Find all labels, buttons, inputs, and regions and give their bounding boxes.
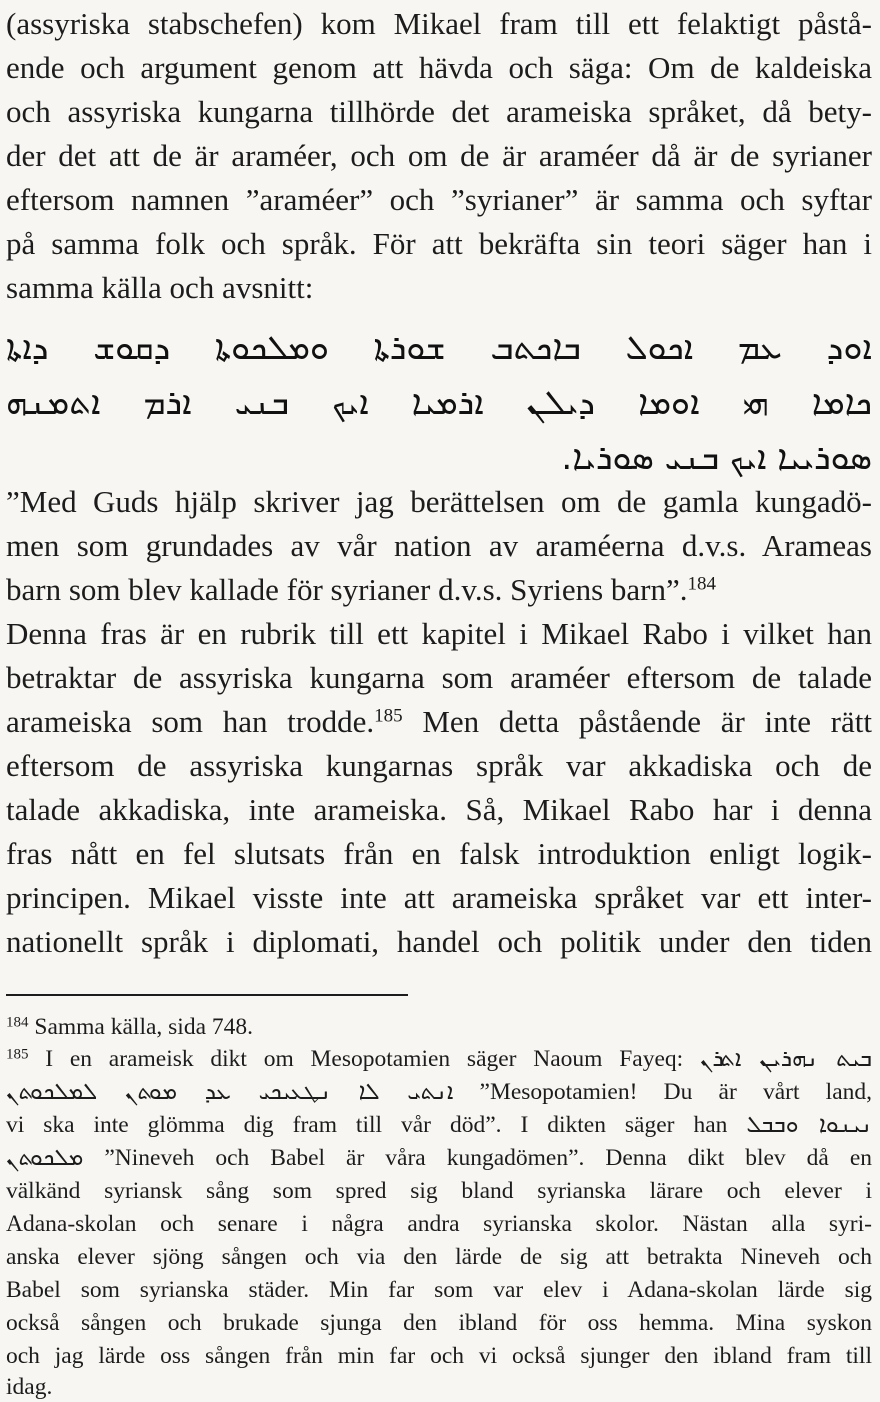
body-line: der det att de är araméer, och om de är araméer då är de syrianer	[6, 138, 872, 173]
footnote-line: välkänd syriansk sång som spred sig bland syrianska lärare och elever i	[6, 1178, 872, 1204]
footnote-line	[6, 1110, 872, 1140]
footnote-line: anska elever sjöng sången och via den lärde de sig att betrakta Nineveh och	[6, 1244, 872, 1270]
footnote-line	[6, 1077, 872, 1107]
body-line: talade akkadiska, inte arameiska. Så, Mikael Rabo har i denna	[6, 792, 872, 827]
body-line: eftersom namnen ”araméer” och ”syrianer” är samma och syftar	[6, 182, 872, 217]
body-line: fras nått en fel slutsats från en falsk introduktion enligt logik-	[6, 836, 872, 871]
footnote-185	[6, 1044, 872, 1074]
footnote-separator	[6, 994, 408, 996]
quote-line: ”Med Guds hjälp skriver jag berättelsen om de gamla kungadö-	[6, 484, 872, 519]
footnote-line: idag.	[6, 1374, 53, 1400]
footnote-ref-185[interactable]: 185	[374, 705, 403, 727]
syriac-quote-line: ܐܘܕ ܥܡ ܐܟܘܠ ܒܐܟܬܒ ܫܘܪܬܐ ܘܡܠܟܘܬܐ ܕܩܘܫ ܕܐܬܐ	[6, 328, 872, 368]
syriac-quote-line: ܣܘܪܝܝܐ ܐܝܟ ܒܢܝ ܣܘܪܝܐ.	[561, 438, 872, 478]
footnote-text: I en arameisk dikt om Mesopotamien säger Naoum Fayeq:	[28, 1046, 700, 1072]
footnote-line	[6, 1143, 872, 1173]
footnote-text: vi ska inte glömma dig fram till vår död”. I dikten säger han	[6, 1112, 728, 1138]
footnote-line: och jag lärde oss sången från min far och vi också sjunger den ibland fram till	[6, 1343, 872, 1369]
body-line	[6, 700, 872, 744]
body-line: eftersom de assyriska kungarnas språk var akkadiska och de	[6, 748, 872, 783]
footnote-text: Samma källa, sida 748.	[28, 1014, 254, 1040]
footnote-text: ”Nineveh och Babel är våra kungadömen”. Denna dikt blev då en	[104, 1145, 873, 1171]
syriac-inline: ܐܢܬܝ ܠܐ ܢܛܥܝܟܝ ܥܕ ܡܘܬܢ ܠܡܠܟܘܬܢ	[6, 1079, 454, 1105]
body-line: och assyriska kungarna tillhörde det arameiska språket, då bety-	[6, 94, 872, 129]
body-line: (assyriska stabschefen) kom Mikael fram till ett felaktigt påstå-	[6, 6, 872, 41]
footnote-ref-184[interactable]: 184	[687, 573, 717, 595]
footnote-184	[6, 1012, 253, 1042]
body-line-text: arameiska som han trodde.	[6, 704, 375, 739]
footnote-line: också sången och brukade sjunga den ibland för oss hemma. Mina syskon	[6, 1310, 872, 1336]
body-line: betraktar de assyriska kungarna som araméer eftersom de talade	[6, 660, 872, 695]
syriac-inline: ܒܝܬ ܢܗܪܝܢ ܐܬܪܢ	[699, 1046, 872, 1072]
footnote-line: Adana-skolan och senare i några andra syrianska skolor. Nästan alla syri-	[6, 1211, 872, 1237]
body-line-text: Men detta påstående är inte rätt	[402, 704, 872, 739]
footnote-line: Babel som syrianska städer. Min far som var elev i Adana-skolan lärde sig	[6, 1277, 872, 1303]
syriac-inline: ܡܠܟܘܬܢ	[6, 1145, 84, 1171]
body-line: Denna fras är en rubrik till ett kapitel i Mikael Rabo i vilket han	[6, 616, 872, 651]
syriac-inline: ܢܝܢܘܐ ܘܒܒܠ	[746, 1112, 872, 1138]
body-line: på samma folk och språk. För att bekräfta sin teori säger han i	[6, 226, 872, 261]
body-line: samma källa och avsnitt:	[6, 270, 314, 305]
syriac-quote-line: ܟܐܡܐ ܗܝ ܐܘܡܐ ܕܝܠܢ ܐܪܡܝܐ ܐܝܟ ܒܢܝ ܐܪܡ ܐܬܡܢܗ	[6, 383, 872, 423]
quote-line	[6, 568, 716, 612]
footnote-text: ”Mesopotamien! Du är vårt land,	[479, 1079, 872, 1105]
body-line: principen. Mikael visste inte att arameiska språket var ett inter-	[6, 880, 872, 915]
body-line: ende och argument genom att hävda och säga: Om de kaldeiska	[6, 50, 872, 85]
quote-line: men som grundades av vår nation av araméerna d.v.s. Arameas	[6, 528, 872, 563]
footnote-number: 185	[6, 1046, 29, 1063]
body-line: nationellt språk i diplomati, handel och politik under den tiden	[6, 924, 872, 959]
footnote-number: 184	[6, 1014, 29, 1031]
quote-line-text: barn som blev kallade för syrianer d.v.s. Syriens barn”.	[6, 572, 688, 607]
